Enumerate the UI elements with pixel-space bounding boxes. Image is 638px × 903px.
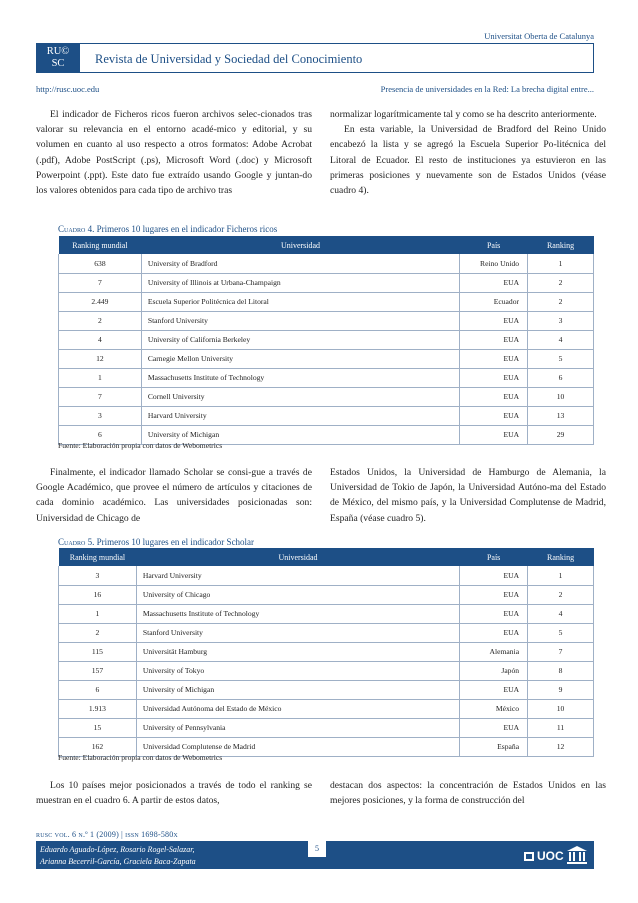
cell-university: Carnegie Mellon University xyxy=(141,349,459,368)
cell-university: University of Bradford xyxy=(141,254,459,273)
cell-world-ranking: 1.913 xyxy=(59,699,137,718)
cell-university: Escuela Superior Politécnica del Litoral xyxy=(141,292,459,311)
cell-university: University of Illinois at Urbana-Champaign xyxy=(141,273,459,292)
cell-ranking: 3 xyxy=(528,311,594,330)
table-row xyxy=(59,718,594,737)
cell-university: University of Michigan xyxy=(136,680,459,699)
cell-university: University of Michigan xyxy=(141,425,459,444)
cell-world-ranking: 2 xyxy=(59,311,142,330)
cell-ranking: 1 xyxy=(528,254,594,273)
left-column-middle xyxy=(36,465,312,526)
cell-university: University of Pennsylvania xyxy=(136,718,459,737)
cell-world-ranking: 4 xyxy=(59,330,142,349)
cell-country: EUA xyxy=(460,585,528,604)
table-row xyxy=(59,680,594,699)
caption-text: Primeros 10 lugares en el indicador Ficheros ricos xyxy=(96,224,278,234)
table-4-source: Fuente: Elaboración propia con datos de Webometrics xyxy=(58,441,223,450)
table-row xyxy=(59,642,594,661)
table-row xyxy=(59,699,594,718)
cell-university: Massachusetts Institute of Technology xyxy=(136,604,459,623)
cell-university: Universidad Autónoma del Estado de México xyxy=(136,699,459,718)
left-column-bottom xyxy=(36,778,312,808)
cell-country: Alemania xyxy=(460,642,528,661)
cell-world-ranking: 3 xyxy=(59,406,142,425)
authors xyxy=(40,844,196,867)
cell-world-ranking: 7 xyxy=(59,387,142,406)
logo-line-2: SC xyxy=(51,58,65,69)
cell-world-ranking: 638 xyxy=(59,254,142,273)
authors-line-2: Arianna Becerril-García, Graciela Baca-Zapata xyxy=(40,856,196,866)
cell-ranking: 11 xyxy=(528,718,594,737)
unesco-temple-icon xyxy=(566,845,588,865)
left-column-top xyxy=(36,107,312,198)
cell-world-ranking: 6 xyxy=(59,680,137,699)
cell-ranking: 10 xyxy=(528,699,594,718)
cell-country: EUA xyxy=(460,349,528,368)
page-number: 5 xyxy=(308,841,326,857)
cell-world-ranking: 15 xyxy=(59,718,137,737)
paragraph: destacan dos aspectos: la concentración de Estados Unidos en las mejores posiciones, y la forma de construcción del xyxy=(330,780,606,807)
cell-ranking: 2 xyxy=(528,292,594,311)
column-header: País xyxy=(460,236,528,254)
cell-ranking: 7 xyxy=(528,642,594,661)
table-row xyxy=(59,368,594,387)
column-header: Ranking xyxy=(528,548,594,566)
cell-ranking: 1 xyxy=(528,566,594,585)
cell-ranking: 6 xyxy=(528,368,594,387)
cell-ranking: 10 xyxy=(528,387,594,406)
cell-university: Universidad Complutense de Madrid xyxy=(136,737,459,756)
paragraph: En esta variable, la Universidad de Bradford del Reino Unido encabezó la lista y se agregó la Escuela Superior Po-litécnica del Litoral de Ecuador. El resto de instituciones ya estuvieron en las primeras posiciones y nuevamente son de Estados Unidos (véase cuadro 4). xyxy=(330,124,606,197)
cell-country: España xyxy=(460,737,528,756)
cell-country: EUA xyxy=(460,566,528,585)
cell-world-ranking: 3 xyxy=(59,566,137,585)
cell-world-ranking: 12 xyxy=(59,349,142,368)
column-header: Ranking xyxy=(528,236,594,254)
cell-country: EUA xyxy=(460,425,528,444)
table-5-source: Fuente: Elaboración propia con datos de Webometrics xyxy=(58,753,223,762)
cell-country: Japón xyxy=(460,661,528,680)
cell-university: Stanford University xyxy=(136,623,459,642)
table-row xyxy=(59,387,594,406)
paragraph: Los 10 países mejor posicionados a través de todo el ranking se muestran en el cuadro 6. A partir de estos datos, xyxy=(36,780,312,807)
cell-ranking: 9 xyxy=(528,680,594,699)
column-header: País xyxy=(460,548,528,566)
cell-ranking: 2 xyxy=(528,273,594,292)
table-5 xyxy=(58,548,594,757)
cell-university: University of California Berkeley xyxy=(141,330,459,349)
cell-country: EUA xyxy=(460,368,528,387)
cell-world-ranking: 6 xyxy=(59,425,142,444)
cell-country: EUA xyxy=(460,273,528,292)
cell-ranking: 5 xyxy=(528,623,594,642)
cell-country: EUA xyxy=(460,604,528,623)
logo-line-1: RU© xyxy=(46,46,70,57)
table-5-caption xyxy=(58,537,254,547)
column-header: Ranking mundial xyxy=(59,236,142,254)
cell-ranking: 5 xyxy=(528,349,594,368)
cell-ranking: 2 xyxy=(528,585,594,604)
cell-world-ranking: 2 xyxy=(59,623,137,642)
cell-university: Massachusetts Institute of Technology xyxy=(141,368,459,387)
column-header: Universidad xyxy=(141,236,459,254)
cell-ranking: 29 xyxy=(528,425,594,444)
cell-university: University of Tokyo xyxy=(136,661,459,680)
authors-line-1: Eduardo Aguado-López, Rosario Rogel-Salazar, xyxy=(40,845,195,854)
table-row xyxy=(59,623,594,642)
journal-url-link[interactable]: http://rusc.uoc.edu xyxy=(36,84,100,94)
paragraph: normalizar logarítmicamente tal y como se ha descrito anteriormente. xyxy=(330,109,597,120)
table-row xyxy=(59,311,594,330)
cell-world-ranking: 162 xyxy=(59,737,137,756)
cell-country: EUA xyxy=(460,387,528,406)
cell-university: University of Chicago xyxy=(136,585,459,604)
cell-university: Universität Hamburg xyxy=(136,642,459,661)
right-column-bottom xyxy=(330,778,606,808)
uoc-mark-icon xyxy=(524,852,534,861)
table-row xyxy=(59,254,594,273)
table-row xyxy=(59,292,594,311)
right-column-middle xyxy=(330,465,606,526)
table-row xyxy=(59,661,594,680)
table-row xyxy=(59,349,594,368)
column-header: Ranking mundial xyxy=(59,548,137,566)
cell-country: EUA xyxy=(460,330,528,349)
cell-ranking: 8 xyxy=(528,661,594,680)
cell-university: Stanford University xyxy=(141,311,459,330)
journal-citation: rusc vol. 6 n.º 1 (2009) | issn 1698-580x xyxy=(36,830,178,839)
cell-university: Cornell University xyxy=(141,387,459,406)
cell-country: EUA xyxy=(460,718,528,737)
journal-title: Revista de Universidad y Sociedad del Conocimiento xyxy=(95,52,363,66)
cell-university: Harvard University xyxy=(136,566,459,585)
cell-country: México xyxy=(460,699,528,718)
table-row xyxy=(59,273,594,292)
table-4-caption xyxy=(58,224,277,234)
paragraph: El indicador de Ficheros ricos fueron archivos selec-cionados tras valorar su relevancia en el entorno acadé-mico y editorial, y su volumen en cuanto al uso respecto a otros formatos: Adobe Acrobat (.pdf), Adobe PostScript (.ps), Microsoft Word (.doc) y Microsoft Powerpoint (.ppt). Este dato fue extraído usando Google y juntan-do los valores obtenidos para cada tipo de archivo tras xyxy=(36,109,312,197)
caption-label: Cuadro 5. xyxy=(58,537,95,547)
paragraph: Finalmente, el indicador llamado Scholar se consi-gue a través de Google Académico, que provee el número de artículos y citaciones de cada dominio académico. Las universidades posicionadas son: Universidad de Chicago de xyxy=(36,467,312,524)
cell-country: EUA xyxy=(460,311,528,330)
cell-ranking: 12 xyxy=(528,737,594,756)
cell-world-ranking: 16 xyxy=(59,585,137,604)
table-row xyxy=(59,330,594,349)
uoc-text: UOC xyxy=(537,849,564,863)
cell-world-ranking: 2.449 xyxy=(59,292,142,311)
cell-ranking: 4 xyxy=(528,604,594,623)
cell-country: EUA xyxy=(460,680,528,699)
cell-world-ranking: 157 xyxy=(59,661,137,680)
table-row xyxy=(59,604,594,623)
right-column-top xyxy=(330,107,606,198)
table-row xyxy=(59,585,594,604)
cell-world-ranking: 115 xyxy=(59,642,137,661)
cell-university: Harvard University xyxy=(141,406,459,425)
table-row xyxy=(59,406,594,425)
cell-country: EUA xyxy=(460,406,528,425)
cell-ranking: 13 xyxy=(528,406,594,425)
table-row xyxy=(59,566,594,585)
cell-world-ranking: 1 xyxy=(59,368,142,387)
cell-ranking: 4 xyxy=(528,330,594,349)
rusc-logo[interactable] xyxy=(36,43,80,73)
cell-country: Ecuador xyxy=(460,292,528,311)
paragraph: Estados Unidos, la Universidad de Hamburgo de Alemania, la Universidad de Tokio de Japón, la Universidad Autóno-ma del Estado de México, del mismo país, y la Universidad Complutense de Madrid, España (véase cuadro 5). xyxy=(330,467,606,524)
cell-country: Reino Unido xyxy=(460,254,528,273)
cell-country: EUA xyxy=(460,623,528,642)
uoc-logo[interactable] xyxy=(524,849,564,863)
column-header: Universidad xyxy=(136,548,459,566)
caption-text: Primeros 10 lugares en el indicador Scholar xyxy=(96,537,255,547)
running-title: Presencia de universidades en la Red: La brecha digital entre... xyxy=(380,84,594,94)
caption-label: Cuadro 4. xyxy=(58,224,95,234)
cell-world-ranking: 1 xyxy=(59,604,137,623)
table-4 xyxy=(58,236,594,445)
university-name: Universitat Oberta de Catalunya xyxy=(484,31,594,41)
cell-world-ranking: 7 xyxy=(59,273,142,292)
